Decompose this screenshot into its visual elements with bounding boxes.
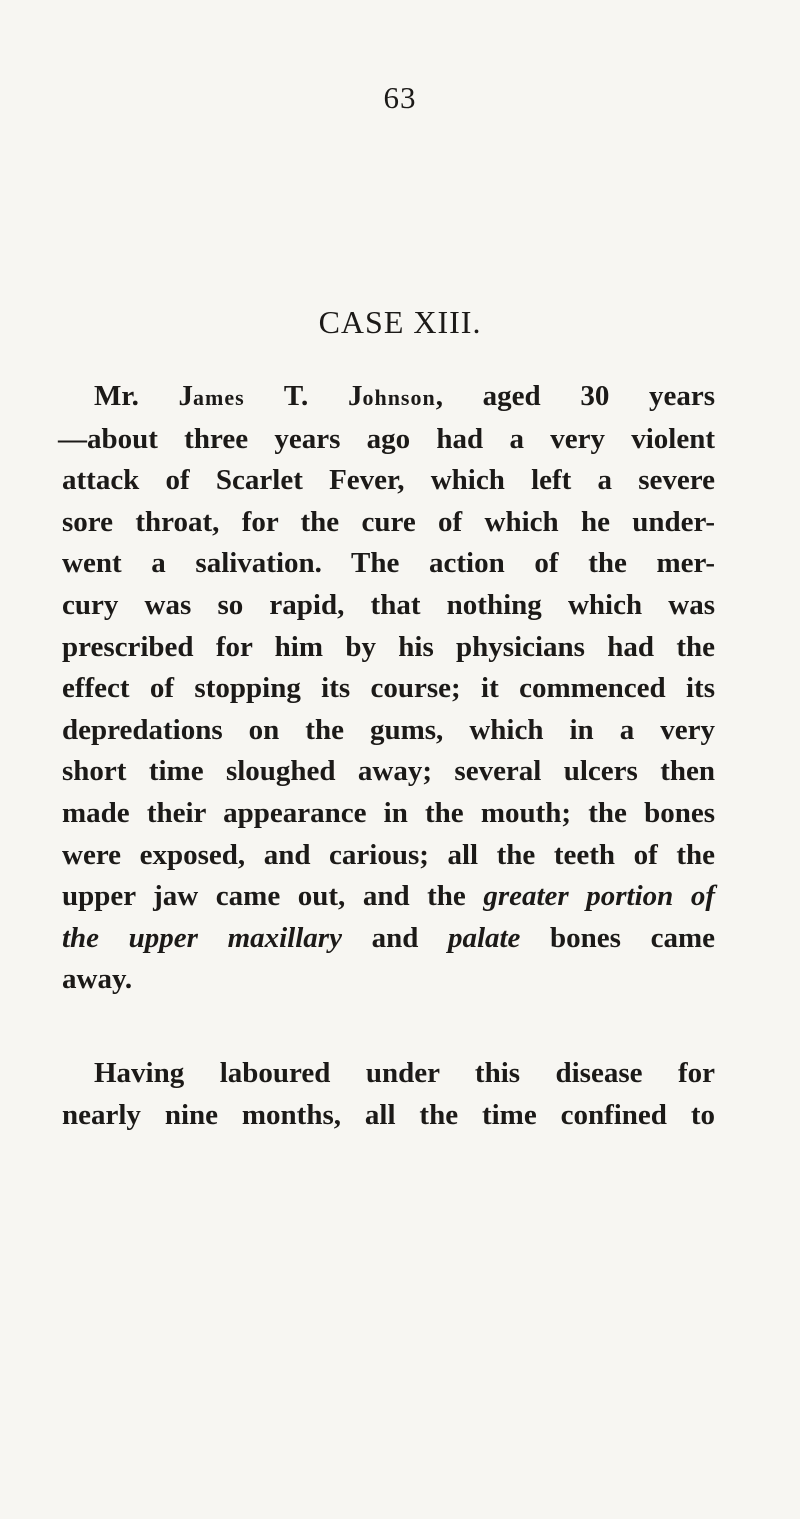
- text-line: [62, 376, 715, 419]
- text-line: Having laboured under this disease for: [94, 1057, 715, 1089]
- text-line: [62, 918, 715, 960]
- text-line: made their appearance in the mouth; the bones: [62, 796, 715, 829]
- line-post: bones came: [520, 921, 715, 954]
- text-line: [62, 876, 715, 918]
- name-small-caps: ames: [193, 385, 245, 410]
- surname-small-caps: ohnson: [362, 385, 436, 410]
- text-line: short time sloughed away; several ulcers then: [62, 755, 715, 788]
- italic-phrase: the upper maxillary: [62, 921, 342, 954]
- italic-phrase: greater portion of: [483, 880, 715, 913]
- paragraph-2: [62, 1053, 715, 1136]
- italic-phrase: palate: [447, 921, 521, 954]
- paragraph-1: [58, 376, 716, 1001]
- text-line: went a salivation. The action of the mer-: [62, 547, 715, 580]
- middle-initial: T.: [283, 380, 309, 412]
- text-line: —about three years ago had a very violent: [58, 422, 715, 455]
- name-initial: J: [178, 380, 194, 412]
- text-line: depredations on the gums, which in a very: [62, 713, 715, 746]
- case-heading: CASE XIII.: [318, 304, 482, 340]
- text-line: prescribed for him by his physicians had the: [62, 630, 715, 663]
- text-line: sore throat, for the cure of which he under-: [62, 505, 715, 538]
- text-line: effect of stopping its course; it commenced its: [62, 672, 715, 705]
- text-line: cury was so rapid, that nothing which was: [62, 588, 715, 621]
- line-mid: and: [341, 921, 448, 954]
- surname-initial: J: [347, 380, 363, 412]
- text-line: nearly nine months, all the time confined to: [62, 1098, 715, 1131]
- text-line: were exposed, and carious; all the teeth of the: [62, 838, 715, 871]
- text-line: attack of Scarlet Fever, which left a severe: [62, 464, 715, 497]
- page-number: 63: [383, 80, 417, 115]
- line-rest: , aged 30 years: [435, 380, 716, 412]
- honorific: Mr.: [94, 380, 139, 412]
- line-pre: upper jaw came out, and the: [62, 880, 484, 913]
- text-line: away.: [62, 963, 133, 996]
